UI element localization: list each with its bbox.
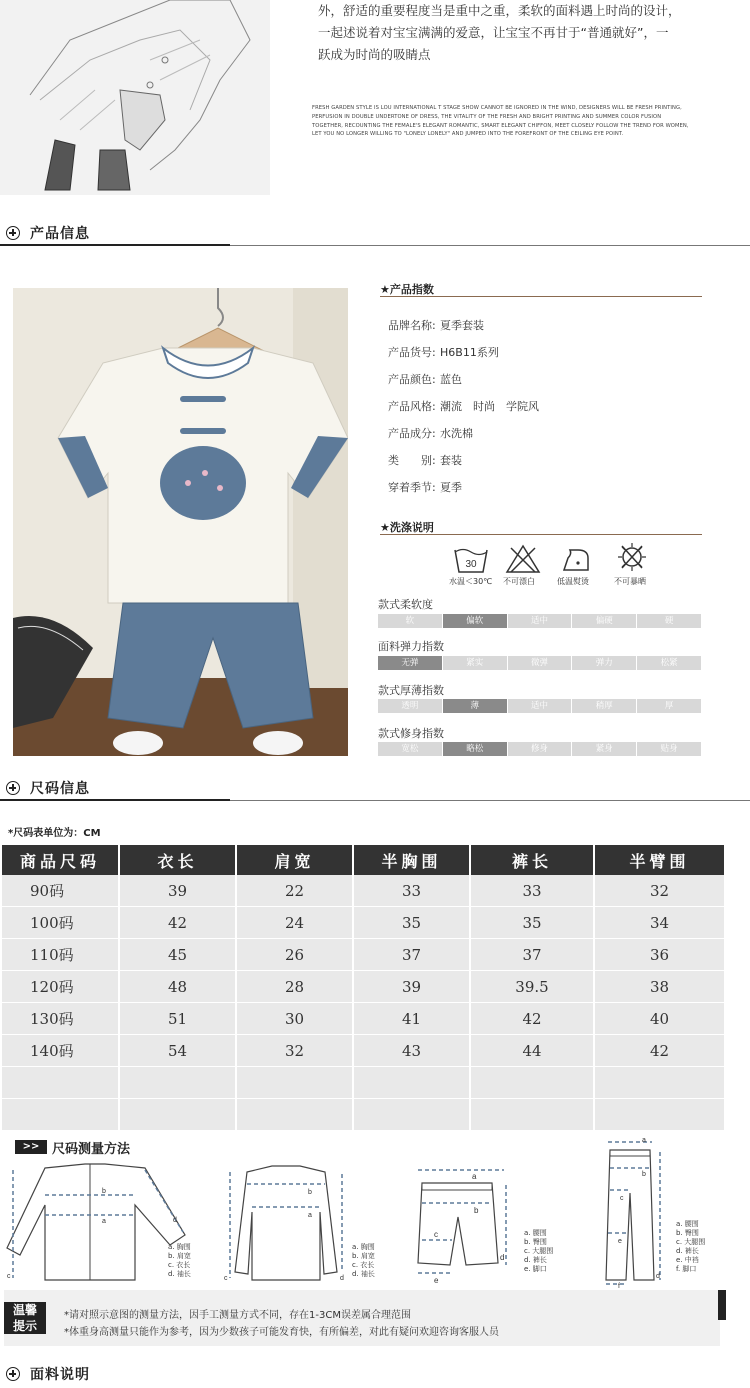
measure-label: a. 腰围 <box>676 1220 699 1228</box>
measurement-cell: 42 <box>470 1003 594 1035</box>
measure-letter: a <box>642 1138 646 1144</box>
scale-option: 紧实 <box>443 656 507 670</box>
measure-letter: b <box>642 1171 646 1178</box>
sketch-drawing <box>0 0 270 195</box>
scale-option: 软 <box>378 614 442 628</box>
description-line: 外，舒适的重要程度当是重中之重，柔软的面料遇上时尚的设计， <box>318 3 681 18</box>
shorts-measure-legend <box>524 1229 553 1274</box>
measurement-cell: 48 <box>119 971 236 1003</box>
measurement-cell: 39.5 <box>470 971 594 1003</box>
measurement-cell: 32 <box>594 875 724 907</box>
plus-circle-icon <box>6 226 20 240</box>
washing-title: ★洗涤说明 <box>380 521 434 534</box>
size-table <box>2 845 724 1131</box>
care-label: 不可暴晒 <box>614 577 646 586</box>
measure-letter: d <box>500 1253 505 1262</box>
english-line: FRESH GARDEN STYLE IS LOU INTERNATIONAL T STAGE SHOW CANNOT BE IGNORED IN THE WIND, DESIGNERS WILL BE FRESH PRINTING, <box>312 105 682 111</box>
spec-value: 蓝色 <box>440 373 462 386</box>
description-line: 一起述说着对宝宝满满的爱意，让宝宝不再甘于“普通就好”，一 <box>318 25 669 40</box>
measure-letter: a <box>472 1172 477 1181</box>
scale-option: 紧身 <box>572 742 636 756</box>
english-line: TOGETHER, RECOUNTING THE FEMALE'S ELEGANT ROMANTIC, SMART ELEGANT CHIFFON, MEET CLOSELY FOLLOW THE TREND FOR WOMEN, <box>312 122 689 129</box>
section-title: 面料说明 <box>30 1367 90 1383</box>
measurement-cell: 33 <box>470 875 594 907</box>
scale-label: 款式厚薄指数 <box>378 684 444 697</box>
spec-row <box>388 398 539 414</box>
measurement-cell <box>119 1099 236 1131</box>
no-bleach-icon <box>505 544 541 574</box>
tee-measure-diagram <box>222 1162 350 1284</box>
table-row <box>2 875 724 907</box>
spec-value: 水洗棉 <box>440 427 473 440</box>
section-title: 产品信息 <box>30 226 90 242</box>
divider <box>0 799 230 801</box>
shirt-measure-legend <box>168 1243 191 1279</box>
arrow-tag-icon: >> <box>15 1140 47 1154</box>
measure-label: e. 脚口 <box>524 1265 547 1273</box>
spec-key: 产品货号: <box>388 346 436 359</box>
measure-letter: a <box>102 1218 106 1225</box>
measure-label: b. 肩宽 <box>168 1252 191 1260</box>
decorative-bar <box>718 1290 726 1320</box>
table-row <box>2 1067 724 1099</box>
measurement-cell <box>353 1067 470 1099</box>
measurement-cell: 38 <box>594 971 724 1003</box>
measurement-cell: 39 <box>119 875 236 907</box>
scale-option: 硬 <box>637 614 701 628</box>
measurement-cell <box>236 1067 353 1099</box>
spec-value: 夏季 <box>440 481 462 494</box>
scale-label: 款式修身指数 <box>378 727 444 740</box>
scale-option: 适中 <box>508 614 572 628</box>
size-cell: 110码 <box>2 939 119 971</box>
measure-label: c. 大腿围 <box>676 1238 706 1246</box>
measure-letter: b <box>308 1189 312 1196</box>
description-english <box>312 104 742 139</box>
measure-label: d. 裤长 <box>524 1256 547 1264</box>
size-cell <box>2 1067 119 1099</box>
measurement-cell: 42 <box>119 907 236 939</box>
measure-letter: e <box>434 1276 439 1285</box>
warm-tips-badge <box>4 1302 46 1334</box>
fit-scale <box>378 742 702 756</box>
spec-key: 产品成分: <box>388 427 436 440</box>
measure-letter: e <box>618 1238 622 1245</box>
plus-circle-icon <box>6 1367 20 1381</box>
spec-value: 套装 <box>440 454 462 467</box>
spec-row <box>388 371 462 387</box>
spec-key: 穿着季节: <box>388 481 436 494</box>
section-title: 尺码信息 <box>30 781 90 797</box>
table-row <box>2 971 724 1003</box>
measure-method-title: 尺码测量方法 <box>52 1142 131 1157</box>
badge-line: 温馨 <box>12 1303 37 1317</box>
spec-row <box>388 344 499 360</box>
column-header: 裤长 <box>470 845 594 875</box>
column-header: 肩宽 <box>236 845 353 875</box>
warm-tips-box <box>4 1290 720 1346</box>
scale-option: 修身 <box>508 742 572 756</box>
measurement-cell: 41 <box>353 1003 470 1035</box>
scale-option: 宽松 <box>378 742 442 756</box>
scale-option: 微弹 <box>508 656 572 670</box>
column-header: 半胸围 <box>353 845 470 875</box>
measure-label: d. 袖长 <box>352 1270 375 1278</box>
measurement-cell <box>353 1099 470 1131</box>
measure-letter: d <box>173 1217 177 1224</box>
measure-letter: d <box>656 1273 660 1280</box>
fashion-sketch-image <box>0 0 270 195</box>
size-cell: 90码 <box>2 875 119 907</box>
measure-letter: f <box>618 1283 620 1288</box>
measurement-cell: 35 <box>353 907 470 939</box>
measure-label: b. 肩宽 <box>352 1252 375 1260</box>
measurement-cell <box>236 1099 353 1131</box>
measurement-cell: 39 <box>353 971 470 1003</box>
column-header: 商品尺码 <box>2 845 119 875</box>
measurement-cell <box>470 1099 594 1131</box>
section-header-fabric-info <box>0 1362 750 1388</box>
shirt-measure-diagram <box>5 1160 195 1285</box>
english-line: PERFUSION IN DOUBLE UNDERTONE OF DRESS, THE VITALITY OF THE FRESH AND BRIGHT PRINTING AND SUMMER COLOR FUSION <box>312 113 662 120</box>
spec-row <box>388 479 462 495</box>
measurement-cell: 45 <box>119 939 236 971</box>
scale-option: 弹力 <box>572 656 636 670</box>
description-line: 跃成为时尚的吸睛点 <box>318 47 431 62</box>
size-cell: 120码 <box>2 971 119 1003</box>
care-icons <box>378 540 702 590</box>
measure-letter: c <box>224 1275 228 1282</box>
measure-label: a. 腰围 <box>524 1229 547 1237</box>
pants-measure-legend <box>676 1220 705 1274</box>
measure-letter: b <box>102 1188 106 1195</box>
table-row <box>2 1035 724 1067</box>
measure-letter: c <box>7 1273 11 1280</box>
wash-30-icon <box>453 544 489 574</box>
tip-note: *体重身高测量只能作为参考，因为少数孩子可能发育快，有所偏差，对此有疑问欢迎咨询客服人员 <box>64 1327 499 1338</box>
tip-note: *请对照示意图的测量方法，因手工测量方式不同，存在1-3CM误差属合理范围 <box>64 1310 411 1321</box>
divider <box>230 245 750 246</box>
scale-option: 松紧 <box>637 656 701 670</box>
measure-label: e. 中裆 <box>676 1256 699 1264</box>
spec-value: 夏季套装 <box>440 319 484 332</box>
shorts-measure-diagram <box>412 1165 512 1285</box>
product-photo <box>13 288 348 756</box>
divider <box>380 296 702 297</box>
column-header: 半臂围 <box>594 845 724 875</box>
care-label: 低温熨烫 <box>557 577 589 586</box>
measure-letter: a <box>308 1212 312 1219</box>
measure-label: c. 大腿围 <box>524 1247 554 1255</box>
wash-temp-number: 30 <box>465 559 477 570</box>
measurement-cell: 35 <box>470 907 594 939</box>
measurement-cell: 54 <box>119 1035 236 1067</box>
scale-option: 偏软 <box>443 614 507 628</box>
section-header-size-info <box>0 776 750 802</box>
product-index-title: ★产品指数 <box>380 283 434 296</box>
softness-scale <box>378 614 702 628</box>
size-cell: 130码 <box>2 1003 119 1035</box>
scale-option: 厚 <box>637 699 701 713</box>
size-table-header <box>2 845 724 875</box>
measure-label: a. 胸围 <box>168 1243 191 1251</box>
scale-option: 稍厚 <box>572 699 636 713</box>
measurement-cell: 34 <box>594 907 724 939</box>
thickness-scale <box>378 699 702 713</box>
measurement-cell: 22 <box>236 875 353 907</box>
measurement-cell: 33 <box>353 875 470 907</box>
measurement-cell <box>119 1067 236 1099</box>
spec-row <box>388 317 484 333</box>
divider <box>0 244 230 246</box>
measurement-cell: 28 <box>236 971 353 1003</box>
measure-label: a. 胸围 <box>352 1243 375 1251</box>
measure-label: b. 臀围 <box>676 1229 699 1237</box>
tee-measure-legend <box>352 1243 375 1279</box>
measure-label: c. 衣长 <box>168 1261 191 1269</box>
spec-value: H6B11系列 <box>440 346 499 359</box>
pants-measure-diagram <box>596 1138 666 1288</box>
measure-label: b. 臀围 <box>524 1238 547 1246</box>
badge-line: 提示 <box>12 1319 37 1333</box>
size-unit-note: *尺码表单位为：CM <box>8 828 101 839</box>
column-header: 衣长 <box>119 845 236 875</box>
spec-row <box>388 452 462 468</box>
measurement-cell: 44 <box>470 1035 594 1067</box>
care-label: 不可漂白 <box>503 577 535 586</box>
measurement-cell <box>594 1099 724 1131</box>
elasticity-scale <box>378 656 702 670</box>
plus-circle-icon <box>6 781 20 795</box>
table-row <box>2 1099 724 1131</box>
measurement-cell: 42 <box>594 1035 724 1067</box>
care-label: 水温＜30℃ <box>449 577 493 586</box>
spec-key: 产品风格: <box>388 400 436 413</box>
spec-row <box>388 425 473 441</box>
size-cell: 140码 <box>2 1035 119 1067</box>
measure-letter: c <box>620 1195 624 1202</box>
size-cell <box>2 1099 119 1131</box>
spec-key: 品牌名称: <box>388 319 436 332</box>
measurement-cell <box>470 1067 594 1099</box>
measurement-cell: 43 <box>353 1035 470 1067</box>
scale-option: 无弹 <box>378 656 442 670</box>
spec-key: 产品颜色: <box>388 373 436 386</box>
scale-option: 透明 <box>378 699 442 713</box>
measurement-cell: 40 <box>594 1003 724 1035</box>
measurement-cell <box>594 1067 724 1099</box>
measurement-cell: 32 <box>236 1035 353 1067</box>
scale-option: 适中 <box>508 699 572 713</box>
measurement-cell: 26 <box>236 939 353 971</box>
table-row <box>2 1003 724 1035</box>
scale-option: 薄 <box>443 699 507 713</box>
measurement-cell: 30 <box>236 1003 353 1035</box>
measure-label: d. 袖长 <box>168 1270 191 1278</box>
measure-letter: b <box>474 1206 479 1215</box>
spec-key: 类 别: <box>388 454 436 467</box>
measurement-cell: 51 <box>119 1003 236 1035</box>
measure-letter: d <box>340 1275 344 1282</box>
no-sun-dry-icon <box>614 542 650 572</box>
spec-value: 潮流 时尚 学院风 <box>440 400 539 413</box>
scale-label: 面料弹力指数 <box>378 640 444 653</box>
low-iron-icon <box>558 544 594 574</box>
scale-option: 略松 <box>443 742 507 756</box>
table-row <box>2 939 724 971</box>
measure-label: d. 裤长 <box>676 1247 699 1255</box>
product-illustration <box>13 288 348 756</box>
measurement-cell: 37 <box>353 939 470 971</box>
divider <box>380 534 702 535</box>
divider <box>230 800 750 801</box>
scale-option: 偏硬 <box>572 614 636 628</box>
measure-letter: c <box>434 1230 438 1239</box>
scale-label: 款式柔软度 <box>378 598 433 611</box>
measurement-cell: 37 <box>470 939 594 971</box>
measure-label: c. 衣长 <box>352 1261 375 1269</box>
measurement-cell: 36 <box>594 939 724 971</box>
measure-label: f. 脚口 <box>676 1265 697 1273</box>
table-row <box>2 907 724 939</box>
size-cell: 100码 <box>2 907 119 939</box>
scale-option: 贴身 <box>637 742 701 756</box>
measurement-cell: 24 <box>236 907 353 939</box>
description-chinese <box>318 0 738 66</box>
english-line: LET YOU NO LONGER WILLING TO "LONELY LONELY" AND JUMPED INTO THE FOREFRONT OF THE CEILING EYE POINT. <box>312 131 624 138</box>
section-header-product-info <box>0 221 750 247</box>
